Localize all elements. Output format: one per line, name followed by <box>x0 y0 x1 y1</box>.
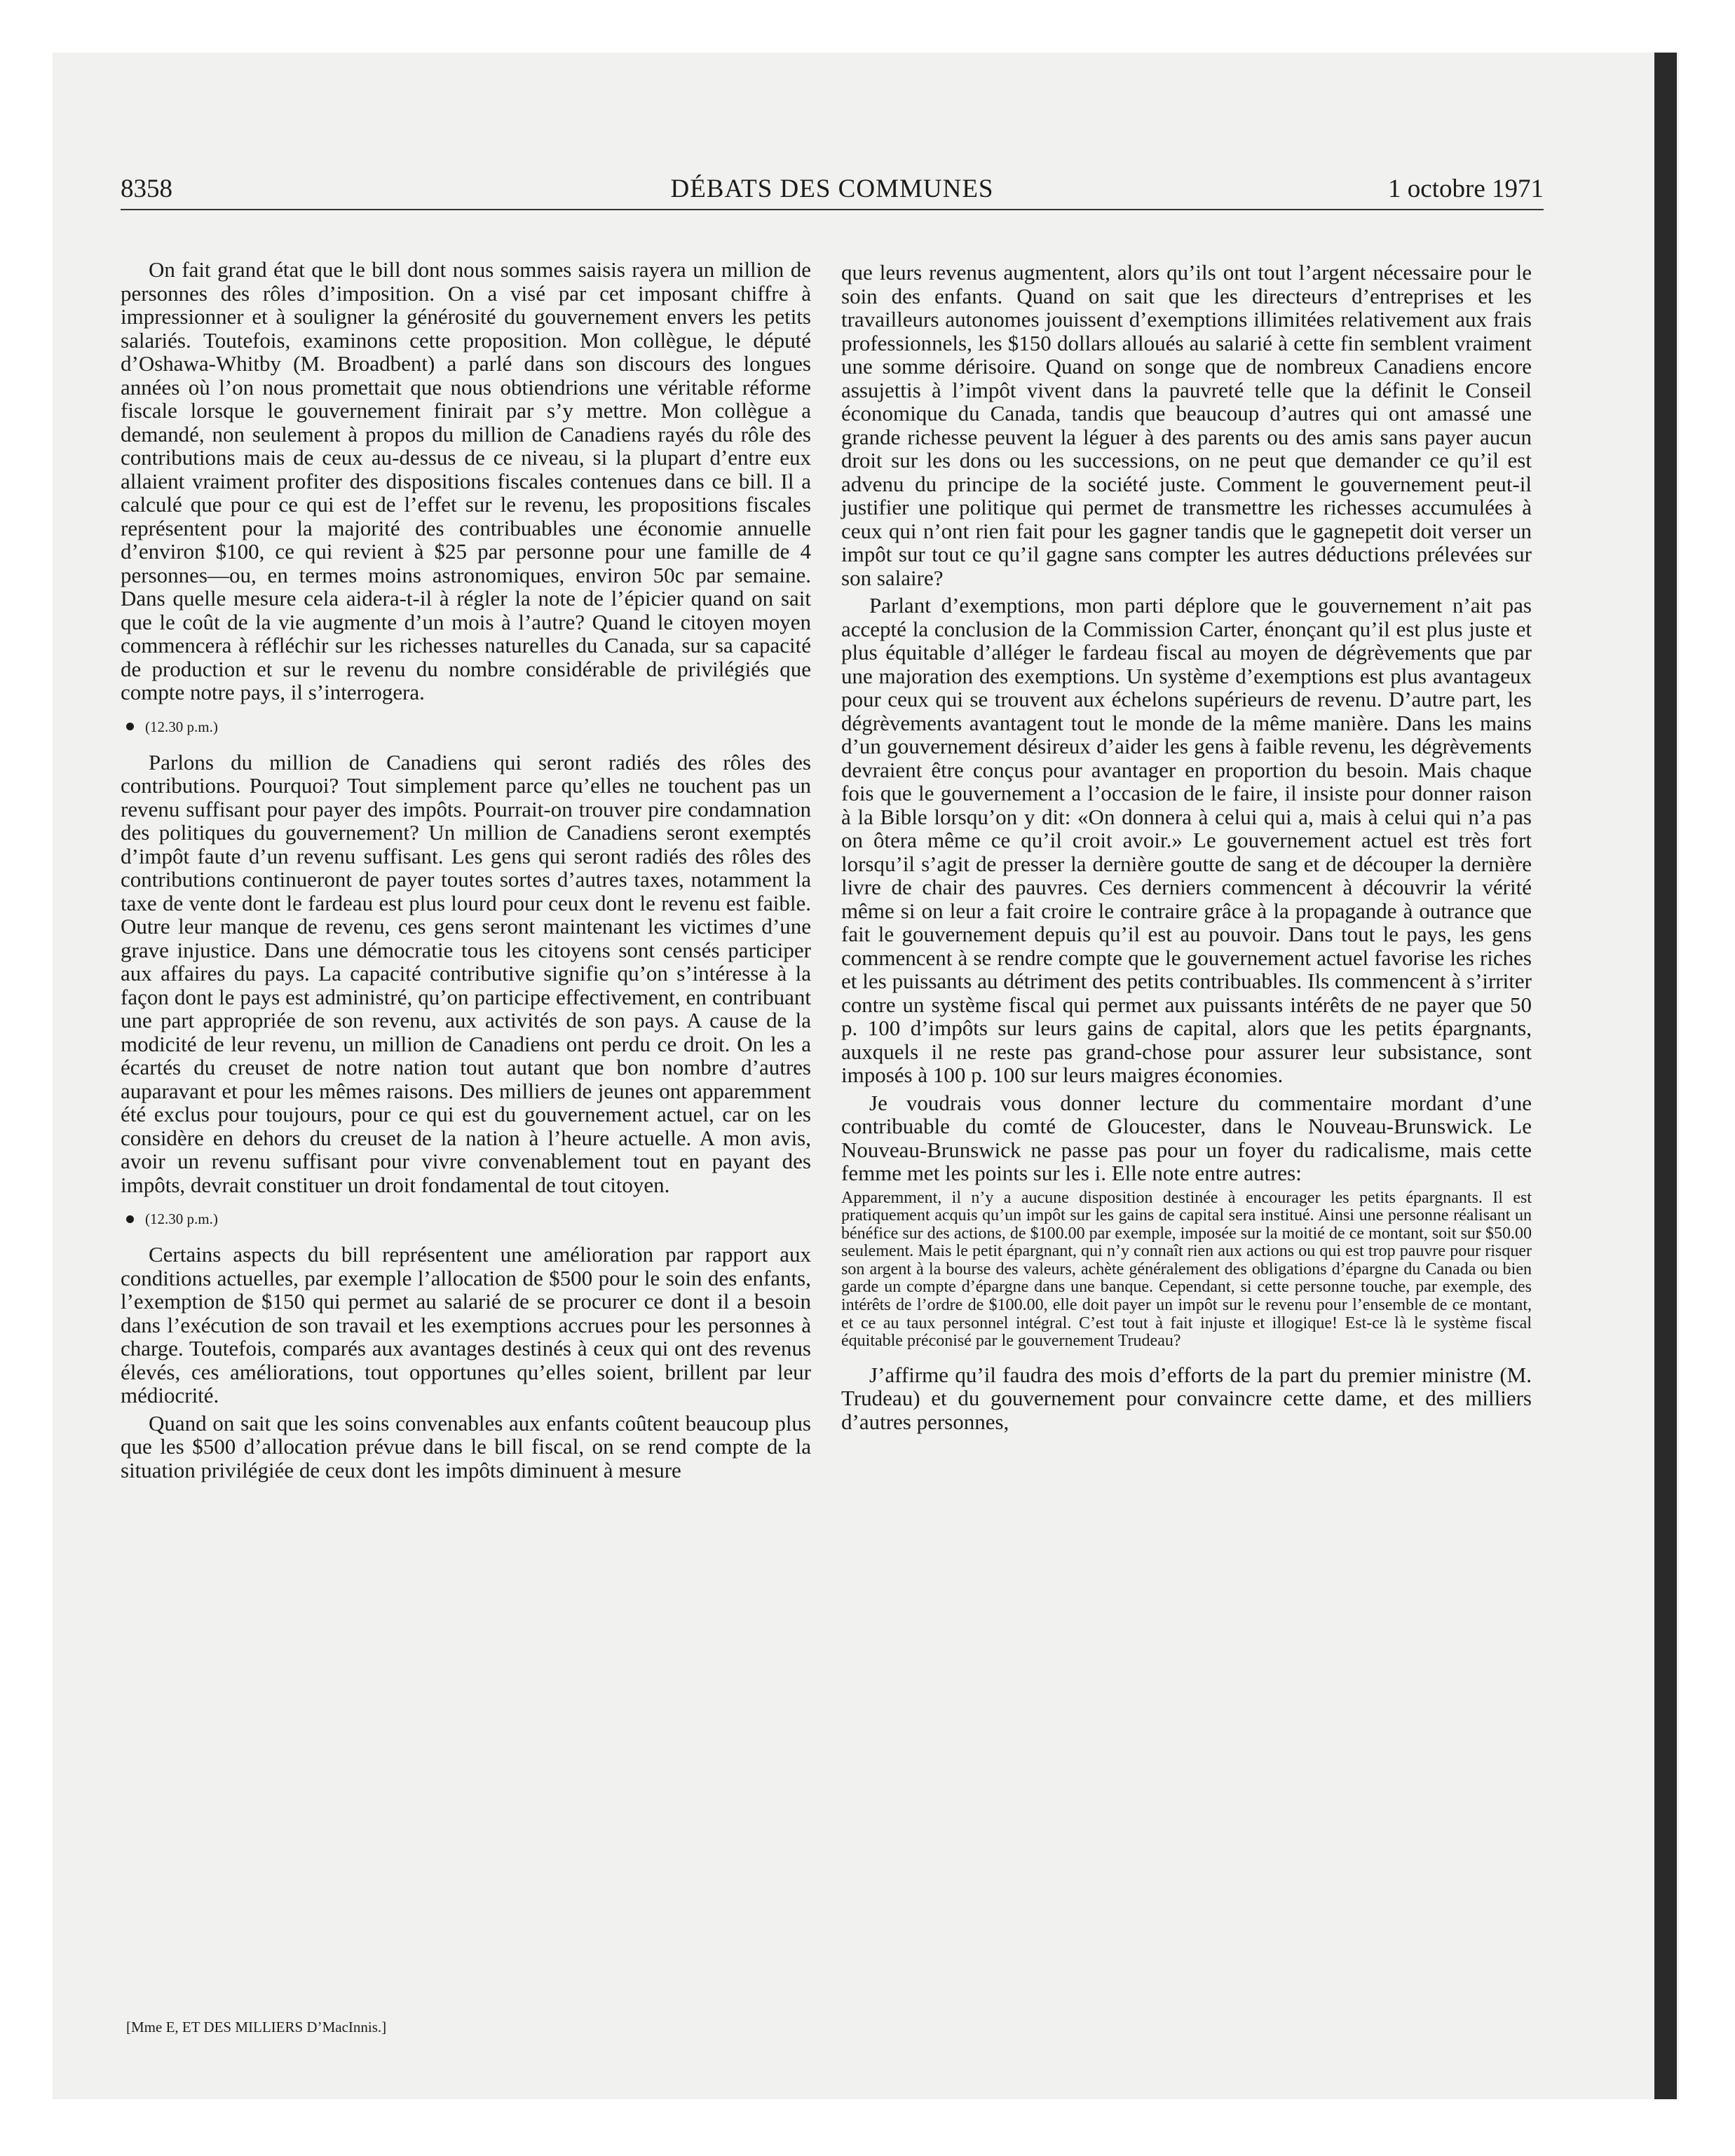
scan-edge-shadow <box>1654 53 1677 2099</box>
paragraph: Certains aspects du bill représentent une amélioration par rapport aux conditions actuelles, par exemple l’allocation de $500 pour le soin des enfants, l’exemption de $150 qui permet au salarié de se procurer ce dont il a besoin dans l’exécution de son travail et les exemptions accrues pour les personnes à charge. Toutefois, comparés aux avantages destinés à ceux qui ont des revenus élevés, ces améliorations, tout opportunes qu’elles soient, brillent par leur médiocrité. <box>121 1242 811 1407</box>
time-label: (12.30 p.m.) <box>145 1210 218 1227</box>
paragraph: On fait grand état que le bill dont nous sommes saisis rayera un million de personnes des rôles d’imposition. On a visé par cet imposant chiffre à impressionner et à souligner la générosité du gouvernement envers les petits salariés. Toutefois, examinons cette proposition. Mon collègue, le député d’Oshawa-Whitby (M. Broadbent) a parlé dans son discours des longues années où l’on nous promettait que nous obtiendrions une véritable réforme fiscale lorsque le gouvernement finirait par s’y mettre. Mon collègue a demandé, non seulement à propos du million de Canadiens rayés du rôle des contributions mais de ceux au-dessus de ce niveau, si la plupart d’entre eux allaient vraiment profiter des dispositions fiscales contenues dans ce bill. Il a calculé que pour ce qui est de l’effet sur le revenu, les propositions fiscales représentent pour la majorité des contribuables une économie annuelle d’environ $100, ce qui revient à $25 par personne pour une famille de 4 personnes—ou, en termes moins astronomiques, environ 50c par semaine. Dans quelle mesure cela aidera-t-il à régler la note de l’épicier quand on sait que le coût de la vie augmente d’un mois à l’autre? Quand le citoyen moyen commencera à réfléchir sur les richesses naturelles du Canada, sur sa capacité de production et sur le revenu du nombre considérable de privilégiés que compte notre pays, il s’interrogera. <box>121 257 811 704</box>
paragraph: Parlons du million de Canadiens qui seront radiés des rôles des contributions. Pourquoi? Tout simplement parce qu’elles ne touchent pas un revenu suffisant pour payer des impôts. Pourrait-on trouver pire condamnation des politiques du gouvernement? Un million de Canadiens seront exemptés d’impôt faute d’un revenu suffisant. Les gens qui seront radiés des rôles des contributions continueront de payer toutes sortes d’autres taxes, notamment la taxe de vente dont le fardeau est plus lourd pour ceux dont le revenu est faible. Outre leur manque de revenu, ces gens seront maintenant les victimes d’une grave injustice. Dans une démocratie tous les citoyens sont censés participer aux affaires du pays. La capacité contributive signifie qu’on s’intéresse à la façon dont le pays est administré, qu’on participe effectivement, en contribuant une part appropriée de son revenu, aux activités de son pays. A cause de la modicité de leur revenu, un million de Canadiens ont perdu ce droit. On les a écartés du creuset de notre nation tout autant que bon nombre d’autres auparavant et pour les mêmes raisons. Des milliers de jeunes ont apparemment été exclus pour toujours, pour ce qui est du gouvernement actuel, car on les considère en dehors du creuset de la nation à l’heure actuelle. A mon avis, avoir un revenu suffisant pour vivre convenablement tout en payant des impôts, devrait constituer un droit fondamental de tout citoyen. <box>121 749 811 1197</box>
publication-title: DÉBATS DES COMMUNES <box>670 175 994 203</box>
paragraph: J’affirme qu’il faudra des mois d’efforts de la part du premier ministre (M. Trudeau) et du gouvernement pour convaincre cette dame, et des milliers d’autres personnes, <box>841 1362 1532 1434</box>
paragraph: Parlant d’exemptions, mon parti déplore que le gouvernement n’ait pas accepté la conclusion de la Commission Carter, énonçant qu’il est plus juste et plus équitable d’alléger le fardeau fiscal au moyen de dégrèvements que par une majoration des exemptions. Un système d’exemptions est plus avantageux pour ceux qui se trouvent aux échelons supérieurs de revenu. D’autre part, les dégrèvements avantagent tout le monde de la même manière. Dans les mains d’un gouvernement désireux d’aider les gens à faible revenu, les dégrèvements devraient être conçus pour avantager en proportion du besoin. Mais chaque fois que le gouvernement a l’occasion de le faire, il insiste pour donner raison à la Bible lorsqu’on y dit: «On donnera à celui qui a, mais à celui qui n’a pas on ôtera même ce qu’il croit avoir.» Le gouvernement actuel est très fort lorsqu’il s’agit de presser la dernière goutte de sang et de découper la dernière livre de chair des pauvres. Ces derniers commencent à découvrir la vérité même si on leur a fait croire le contraire grâce à la propagande à outrance que fait le gouvernement depuis qu’il est au pouvoir. Dans tout le pays, les gens commencent à se rendre compte que le gouvernement actuel favorise les riches et les puissants au détriment des petits contribuables. Ils commencent à s’irriter contre un système fiscal qui permet aux puissants intérêts de ne payer que 50 p. 100 d’impôts sur leurs gains de capital, alors que les petits épargnants, auxquels il ne reste pas grand-chose pour assurer leur subsistance, sont imposés à 100 p. 100 sur leurs maigres économies. <box>841 593 1532 1087</box>
bullet-icon <box>126 1215 134 1223</box>
running-header <box>121 174 1544 210</box>
page-number: 8358 <box>121 175 172 203</box>
header-date: 1 octobre 1971 <box>1388 175 1544 203</box>
time-marker <box>126 718 811 735</box>
left-column <box>121 258 811 1486</box>
time-label: (12.30 p.m.) <box>145 718 218 735</box>
paragraph: que leurs revenus augmentent, alors qu’ils ont tout l’argent nécessaire pour le soin des enfants. Quand on sait que les directeurs d’entreprises et les travailleurs autonomes jouissent d’exemptions illimitées relativement aux frais professionnels, les $150 dollars alloués au salarié à cette fin semblent vraiment une somme dérisoire. Quand on songe que de nombreux Canadiens encore assujettis à l’impôt vivent dans la pauvreté telle que la définit le Conseil économique du Canada, tandis que beaucoup d’autres qui ont amassé une grande richesse peuvent la léguer à des parents ou des amis sans payer aucun droit sur les dons ou les successions, on ne peut que demander ce qu’il est advenu du principe de la société juste. Comment le gouvernement peut-il justifier une politique qui permet de transmettre les richesses accumulées à ceux qui n’ont rien fait pour les gagner tandis que le gagnepetit doit verser un impôt sur tout ce qu’il gagne sans compter les autres déductions prélevées sur son salaire? <box>841 260 1532 590</box>
paragraph: Je voudrais vous donner lecture du commentaire mordant d’une contribuable du comté de Gloucester, dans le Nouveau-Brunswick. Le Nouveau-Brunswick ne passe pas pour un foyer du radicalisme, mais cette femme met les points sur les i. Elle note entre autres: <box>841 1090 1532 1185</box>
right-column <box>841 261 1532 1438</box>
time-marker <box>126 1210 811 1227</box>
block-quote: Apparemment, il n’y a aucune disposition destinée à encourager les petits épargnants. Il est pratiquement acquis qu’un impôt sur les gains de capital sera institué. Ainsi une personne réalisant un bénéfice sur des actions, de $100.00 par exemple, imposée sur la moitié de ce montant, soit sur $50.00 seulement. Mais le petit épargnant, qui n’y connaît rien aux actions ou qui est trop pauvre pour risquer son argent à la bourse des valeurs, achète généralement des obligations d’épargne du Canada ou bien garde un compte d’épargne dans une banque. Cependant, si cette personne touche, par exemple, des intérêts de l’ordre de $100.00, elle doit payer un impôt sur le revenu pour l’ensemble de ce montant, et ce au taux personnel intégral. C’est tout à fait injuste et illogique! Est-ce là le système fiscal équitable préconisé par le gouvernement Trudeau? <box>841 1188 1532 1351</box>
paragraph: Quand on sait que les soins convenables aux enfants coûtent beaucoup plus que les $500 d’allocation prévue dans le bill fiscal, on se rend compte de la situation privilégiée de ceux dont les impôts diminuent à mesure <box>121 1410 811 1482</box>
speaker-footer-note: [Mme E, ET DES MILLIERS D’MacInnis.] <box>126 2019 387 2035</box>
bullet-icon <box>126 723 134 730</box>
